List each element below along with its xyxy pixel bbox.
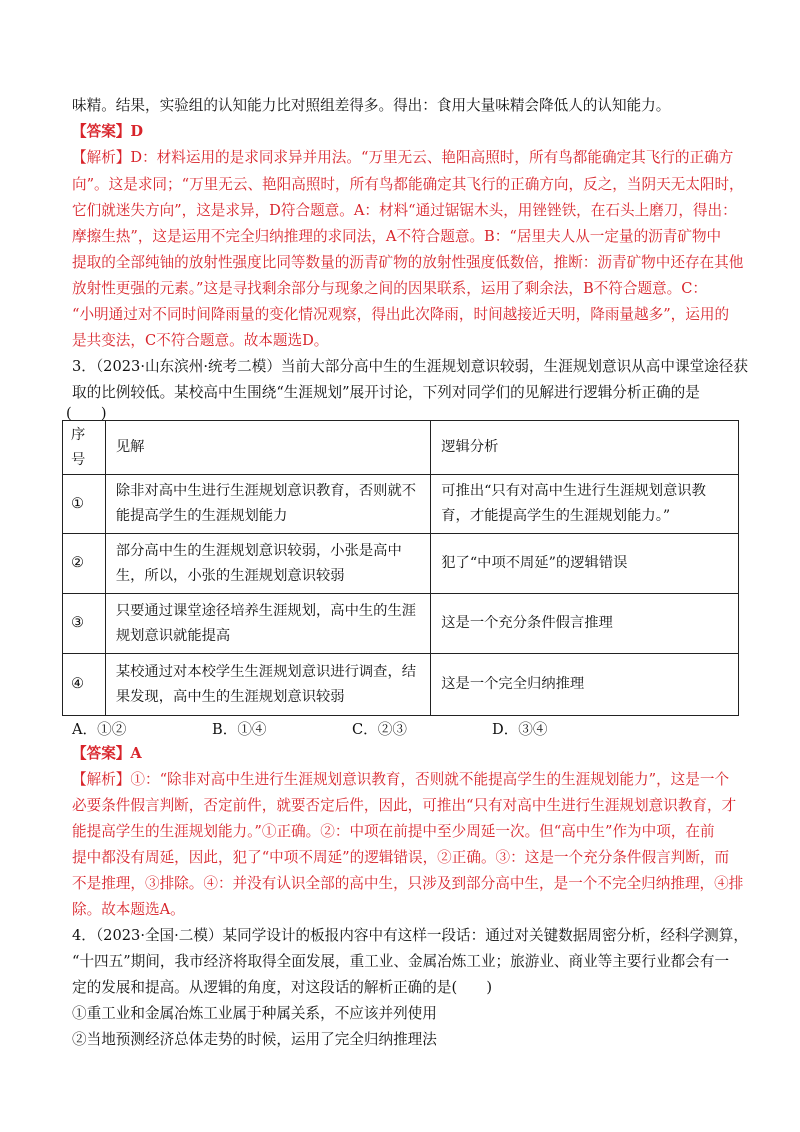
prev-analysis-line: 向”。这是求同；“万里无云、艳阳高照时，所有鸟都能确定其飞行的正确方向，反之，当阴天无太阳时， xyxy=(72,176,744,193)
prev-analysis-line: 提取的全部纯铀的放射性强度比同等数量的沥青矿物的放射性强度低数倍，推断：沥青矿物中还存在其他 xyxy=(72,254,744,271)
prev-analysis-line: 【解析】D：材料运用的是求同求异并用法。“万里无云、艳阳高照时，所有鸟都能确定其飞行的正确方 xyxy=(72,149,734,166)
prev-analysis-line: 放射性更强的元素。”这是寻找剩余部分与现象之间的因果联系，运用了剩余法，B不符合题意。C： xyxy=(72,280,707,297)
q3-option-a: A．①② xyxy=(72,721,127,738)
q3-analysis-line: 除。故本题选A。 xyxy=(72,901,185,918)
q3-answer: 【答案】A xyxy=(72,745,142,762)
row-view: 只要通过课堂途径培养生涯规划，高中生的生涯规划意识就能提高 xyxy=(105,594,430,654)
row-view: 部分高中生的生涯规划意识较弱，小张是高中生，所以，小张的生涯规划意识较弱 xyxy=(105,534,430,594)
row-no: ① xyxy=(63,475,106,534)
q4-stem-line: 4．（2023·全国·二模）某同学设计的板报内容中有这样一段话：通过对关键数据周密分析，经科学测算， xyxy=(72,927,748,944)
row-no: ② xyxy=(63,534,106,594)
row-analysis: 这是一个完全归纳推理 xyxy=(431,654,739,716)
q4-stem-line: “十四五”期间，我市经济将取得全面发展，重工业、金属冶炼工业；旅游业、商业等主要行业都会有一 xyxy=(72,953,730,970)
q3-stem-line: 取的比例较低。某校高中生围绕“生涯规划”展开讨论，下列对同学们的见解进行逻辑分析正确的是 xyxy=(72,384,700,401)
row-view: 除非对高中生进行生涯规划意识教育，否则就不能提高学生的生涯规划能力 xyxy=(105,475,430,534)
q3-stem-line: 3．（2023·山东滨州·统考二模）当前大部分高中生的生涯规划意识较弱，生涯规划意识从高中课堂途径获 xyxy=(72,358,748,375)
prev-analysis-line: “小明通过对不同时间降雨量的变化情况观察，得出此次降雨，时间越接近天明，降雨量越多”，运用的 xyxy=(72,306,730,323)
q4-choice: ①重工业和金属冶炼工业属于种属关系，不应该并列使用 xyxy=(72,1005,437,1022)
row-analysis: 犯了“中项不周延”的逻辑错误 xyxy=(431,534,739,594)
q3-analysis-line: 不是推理，③排除。④：并没有认识全部的高中生，只涉及到部分高中生，是一个不完全归纳推理，④排 xyxy=(72,875,744,892)
row-analysis: 这是一个充分条件假言推理 xyxy=(431,594,739,654)
table-row xyxy=(63,594,739,654)
q3-analysis-line: 能提高学生的生涯规划能力。”①正确。②：中项在前提中至少周延一次。但“高中生”作为中项，在前 xyxy=(72,823,715,840)
prev-answer: 【答案】D xyxy=(72,123,144,140)
q4-stem-line: 定的发展和提高。从逻辑的角度，对这段话的解析正确的是( ) xyxy=(72,979,493,996)
table-header-row xyxy=(63,421,739,475)
row-no: ④ xyxy=(63,654,106,716)
row-no: ③ xyxy=(63,594,106,654)
prev-analysis-line: 摩擦生热”，这是运用不完全归纳推理的求同法，A不符合题意。B：“居里夫人从一定量的沥青矿物中 xyxy=(72,228,722,245)
q3-analysis-line: 提中都没有周延，因此，犯了“中项不周延”的逻辑错误，②正确。③：这是一个充分条件假言判断，而 xyxy=(72,849,730,866)
q4-choice: ②当地预测经济总体走势的时候，运用了完全归纳推理法 xyxy=(72,1031,437,1048)
row-view: 某校通过对本校学生生涯规划意识进行调查，结果发现，高中生的生涯规划意识较弱 xyxy=(105,654,430,716)
row-analysis: 可推出“只有对高中生进行生涯规划意识教育，才能提高学生的生涯规划能力。” xyxy=(431,475,739,534)
q3-analysis-line: 【解析】①：“除非对高中生进行生涯规划意识教育，否则就不能提高学生的生涯规划能力”，这是一个 xyxy=(72,771,730,788)
q3-option-d: D．③④ xyxy=(492,721,548,738)
table-row xyxy=(63,534,739,594)
header-view: 见解 xyxy=(105,421,430,475)
header-analysis: 逻辑分析 xyxy=(431,421,739,475)
q3-table xyxy=(62,420,739,716)
q3-option-b: B．①④ xyxy=(212,721,267,738)
prev-analysis-line: 它们就迷失方向”，这是求异，D符合题意。A：材料“通过锯锯木头，用锉锉铁，在石头上磨刀，得出： xyxy=(72,202,737,219)
q3-option-c: C．②③ xyxy=(352,721,407,738)
q3-stem-bracket: ( ) xyxy=(66,405,107,422)
prev-item-text: 味精。结果，实验组的认知能力比对照组差得多。得出：食用大量味精会降低人的认知能力。 xyxy=(72,97,671,114)
table-row xyxy=(63,654,739,716)
prev-analysis-line: 是共变法，C不符合题意。故本题选D。 xyxy=(72,332,329,349)
table-row xyxy=(63,475,739,534)
header-no: 序号 xyxy=(63,421,106,475)
q3-analysis-line: 必要条件假言判断，否定前件，就要否定后件，因此，可推出“只有对高中生进行生涯规划意识教育，才 xyxy=(72,797,737,814)
